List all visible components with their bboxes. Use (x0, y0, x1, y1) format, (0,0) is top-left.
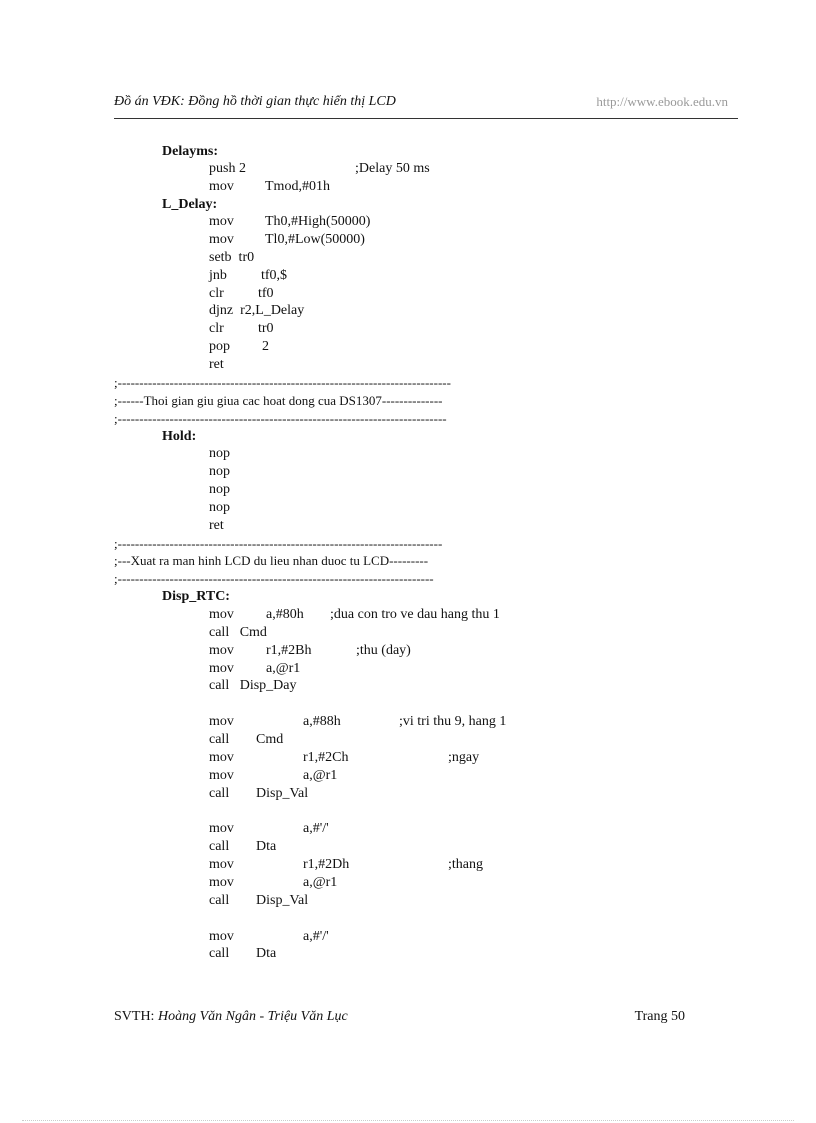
code-operand: a,#'/' (303, 929, 329, 944)
code-instr: mov (209, 714, 234, 729)
code-instr: mov (209, 214, 234, 229)
code-instr: mov (209, 232, 234, 247)
code-instr: mov (209, 607, 234, 622)
code-line: push 2 (209, 161, 246, 176)
code-instr: clr (209, 286, 224, 301)
code-line: djnz r2,L_Delay (209, 303, 305, 318)
code-operand: Th0,#High(50000) (265, 214, 371, 229)
code-operand: Dta (256, 946, 277, 961)
code-comment: ;dua con tro ve dau hang thu 1 (330, 607, 500, 622)
footer-prefix: SVTH: (114, 1009, 158, 1024)
code-instr: call (209, 839, 230, 854)
code-line: ret (209, 357, 224, 372)
label-l-delay: L_Delay: (162, 197, 218, 212)
label-disp-rtc: Disp_RTC: (162, 589, 230, 604)
author-names: Hoàng Văn Ngân - Triệu Văn Lục (157, 1009, 348, 1024)
code-comment: ;thang (448, 857, 483, 872)
code-comment: ;vi tri thu 9, hang 1 (399, 714, 507, 729)
code-instr: mov (209, 768, 234, 783)
code-operand: tf0 (258, 286, 274, 301)
code-operand: 2 (262, 339, 269, 354)
code-operand: Dta (256, 839, 277, 854)
label-hold: Hold: (162, 429, 197, 444)
code-operand: r1,#2Bh (266, 643, 312, 658)
code-instr: call (209, 946, 230, 961)
code-instr: clr (209, 321, 224, 336)
separator-comment: ;---------------------------------------------------------------------------- (114, 411, 447, 426)
header-url: http://www.ebook.edu.vn (596, 94, 728, 109)
section-comment: ;---Xuat ra man hinh LCD du lieu nhan duoc tu LCD--------- (114, 553, 429, 568)
code-line: ret (209, 518, 224, 533)
code-operand: a,@r1 (303, 875, 338, 890)
code-instr: jnb (209, 268, 227, 283)
code-operand: Tmod,#01h (265, 179, 330, 194)
code-operand: Disp_Val (256, 786, 309, 801)
code-line: nop (209, 500, 230, 515)
code-operand: Cmd (256, 732, 284, 747)
code-line: call Cmd (209, 625, 267, 640)
footer-authors (114, 1009, 348, 1025)
code-operand: a,#88h (303, 714, 341, 729)
code-line: nop (209, 446, 230, 461)
code-instr: call (209, 786, 230, 801)
code-operand: a,@r1 (303, 768, 338, 783)
separator-comment: ;--------------------------------------------------------------------------- (114, 536, 443, 551)
code-instr: mov (209, 179, 234, 194)
code-operand: Tl0,#Low(50000) (265, 232, 365, 247)
code-instr: call (209, 893, 230, 908)
code-instr: pop (209, 339, 230, 354)
separator-comment: ;----------------------------------------------------------------------------- (114, 375, 451, 390)
label-delayms: Delayms: (162, 144, 218, 159)
code-instr: mov (209, 821, 234, 836)
code-instr: mov (209, 875, 234, 890)
code-operand: a,#80h (266, 607, 304, 622)
code-operand: a,#'/' (303, 821, 329, 836)
code-comment: ;thu (day) (356, 643, 411, 658)
code-line: call Disp_Day (209, 678, 297, 693)
code-instr: mov (209, 929, 234, 944)
code-instr: mov (209, 661, 234, 676)
code-comment: ;ngay (448, 750, 480, 765)
section-comment: ;------Thoi gian giu giua cac hoat dong cua DS1307-------------- (114, 393, 443, 408)
code-instr: call (209, 732, 230, 747)
code-operand: r1,#2Dh (303, 857, 350, 872)
document-title: Đồ án VĐK: Đồng hồ thời gian thực hiển thị LCD (114, 94, 396, 109)
header-divider (114, 118, 738, 119)
code-instr: mov (209, 643, 234, 658)
code-comment: ;Delay 50 ms (355, 161, 430, 176)
code-operand: r1,#2Ch (303, 750, 349, 765)
code-line: nop (209, 464, 230, 479)
page-edge-divider (22, 1120, 794, 1121)
code-line: setb tr0 (209, 250, 255, 265)
code-operand: Disp_Val (256, 893, 309, 908)
code-operand: a,@r1 (266, 661, 301, 676)
code-operand: tf0,$ (261, 268, 288, 283)
code-operand: tr0 (258, 321, 274, 336)
code-line: nop (209, 482, 230, 497)
code-instr: mov (209, 750, 234, 765)
separator-comment: ;------------------------------------------------------------------------- (114, 571, 434, 586)
page-number: Trang 50 (634, 1009, 685, 1024)
code-instr: mov (209, 857, 234, 872)
